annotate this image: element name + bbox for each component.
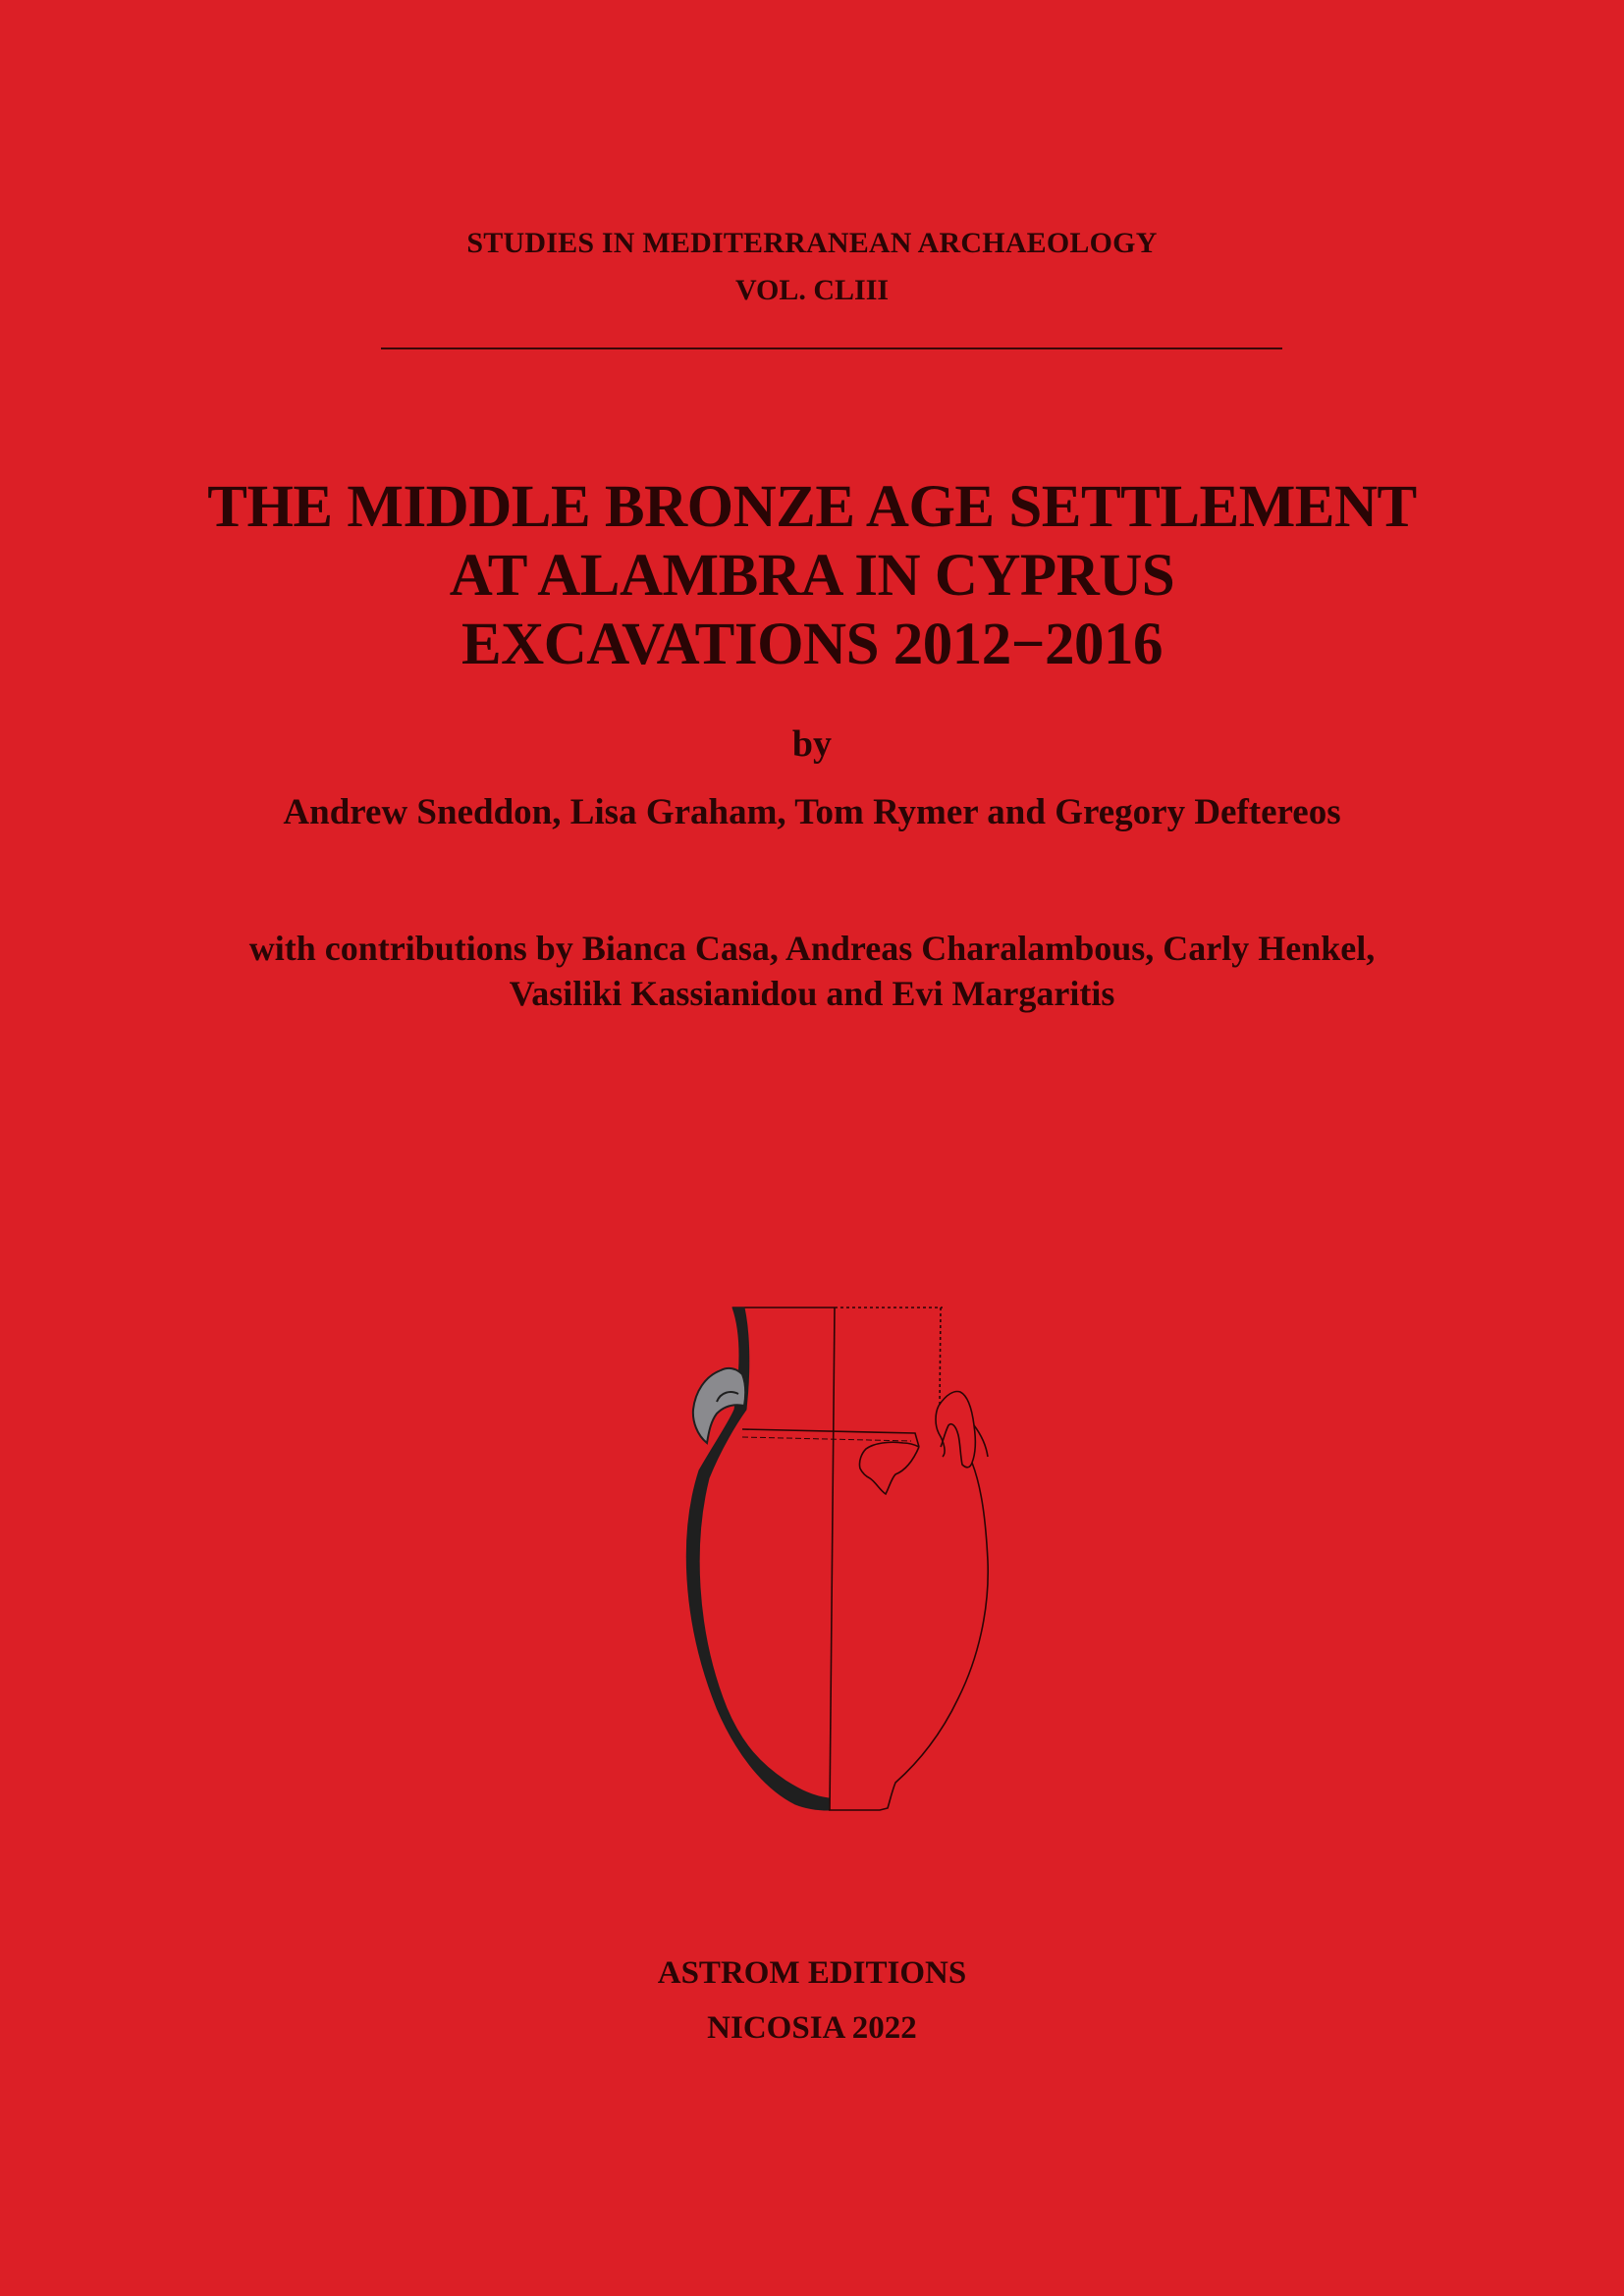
authors: Andrew Sneddon, Lisa Graham, Tom Rymer and Gregory Deftereos (283, 792, 1341, 832)
title-line: THE MIDDLE BRONZE AGE SETTLEMENT (207, 474, 1417, 540)
contributors (0, 926, 1624, 1016)
series-name: STUDIES IN MEDITERRANEAN ARCHAEOLOGY (466, 227, 1158, 259)
book-title (0, 473, 1624, 679)
amphora-vessel-drawing-icon (648, 1296, 1001, 1826)
title-line: AT ALAMBRA IN CYPRUS (449, 543, 1175, 609)
series-volume: VOL. CLIII (734, 274, 890, 306)
by-label: by (791, 723, 833, 765)
place-year: NICOSIA 2022 (707, 2010, 917, 2046)
divider-rule (381, 347, 1282, 349)
contributors-line: Vasiliki Kassianidou and Evi Margaritis (509, 974, 1115, 1013)
contributors-line: with contributions by Bianca Casa, Andreas Charalambous, Carly Henkel, (248, 929, 1376, 968)
title-line: EXCAVATIONS 2012−2016 (460, 612, 1164, 677)
publisher: ASTROM EDITIONS (657, 1955, 967, 1991)
